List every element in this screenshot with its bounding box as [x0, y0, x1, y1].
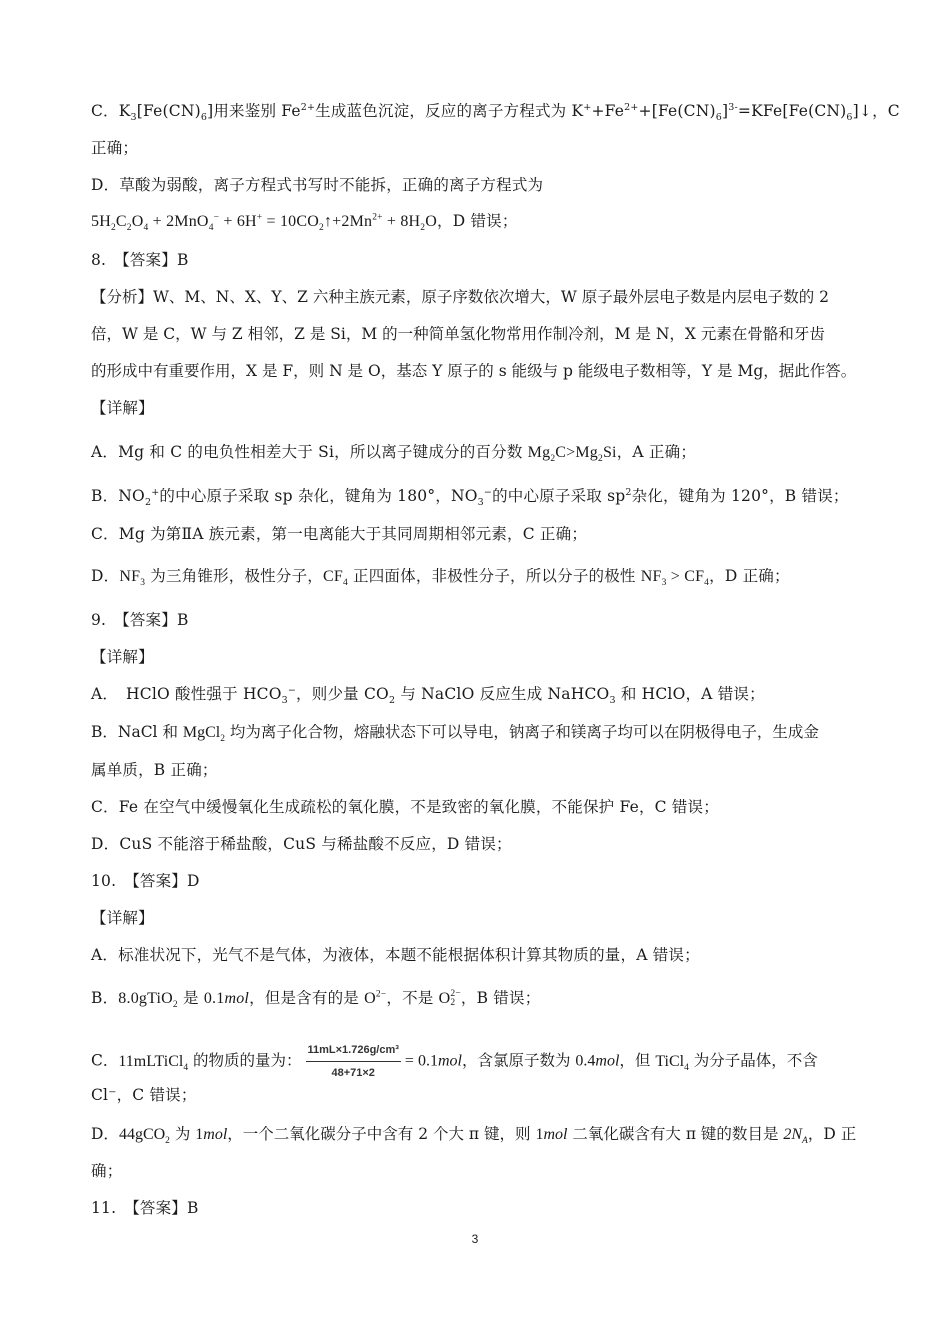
detail-heading-9: 【详解】	[91, 648, 154, 666]
line-7c: C．$K_3[Fe(CN)_6]$用来鉴别 $Fe^{2+}$生成蓝色沉淀，反应的离子方程式为 $K^++Fe^{2+}+[Fe(CN)_6]^{3-}=KFe[Fe(CN)_6]↓$，C	[91, 101, 900, 124]
equation-oxalic: $5H_2C_2O_4 + 2MnO_4^- + 6H^+$ = $10CO_2↑+2Mn^{2+} + 8H_2O$，D 错误；	[91, 212, 518, 234]
line-9d: D．CuS 不能溶于稀盐酸，CuS 与稀盐酸不反应，D 错误；	[91, 835, 512, 853]
line-8d: D．$NF_3$ 为三角锥形，极性分子，$CF_4$ 正四面体，非极性分子，所以分子的极性 $NF_3 > CF_4$，D 正确；	[91, 567, 790, 589]
line-9a: A． HClO 酸性强于 $HCO_3^-$，则少量 $CO_2$ 与 NaClO 反应生成 NaHCO$_3$ 和 HClO，A 错误；	[91, 684, 765, 707]
line-8b: B．$NO_2^+$的中心原子采取 sp 杂化，键角为 180°，$NO_3^-$的中心原子采取 $sp^2$杂化，键角为 120°，B 错误；	[91, 486, 849, 509]
detail-heading-10: 【详解】	[91, 909, 154, 927]
line-8a: A．Mg 和 C 的电负性相差大于 Si，所以离子键成分的百分数 $Mg_2C>Mg_2Si$，A 正确；	[91, 443, 697, 465]
line-8c: C．Mg 为第ⅡA 族元素，第一电离能大于其同周期相邻元素，C 正确；	[91, 525, 588, 543]
detail-heading-8: 【详解】	[91, 399, 154, 417]
analysis-8-line2: 倍，W 是 C，W 与 Z 相邻，Z 是 Si，M 的一种简单氢化物常用作制冷剂，M 是 N，X 元素在骨骼和牙齿	[91, 325, 825, 343]
page-number: 3	[471, 1232, 479, 1246]
line-10a: A．标准状况下，光气不是气体，为液体，本题不能根据体积计算其物质的量，A 错误；	[91, 946, 700, 964]
analysis-8-line1: 【分析】W、M、N、X、Y、Z 六种主族元素，原子序数依次增大，W 原子最外层电子数是内层电子数的 2	[91, 288, 829, 306]
answer-11: 11. 【答案】B	[91, 1199, 199, 1217]
answer-10: 10. 【答案】D	[91, 872, 200, 890]
line-10b: B．8.0gTiO$_2$ 是 0.1mol，但是含有的是 $O^{2-}$，不是 O 2− 2 ，B 错误；	[91, 989, 541, 1011]
fraction: $\frac{\text{11mL×1.726g/cm³}}{48+71\times 2}$	[306, 1040, 401, 1083]
line-10c: C．11mLTiCl$_4$ 的物质的量为： $\frac{\text{11mL×1.726g/cm³}}{48+71\times 2}$ = 0.1mol，含氯原子数为 0.4mol，但 TiCl$_4$ 为分子晶体，不含	[91, 1040, 818, 1083]
analysis-8-line3: 的形成中有重要作用，X 是 F，则 N 是 O，基态 Y 原子的 s 能级与 p 能级电子数相等，Y 是 Mg，据此作答。	[91, 362, 857, 380]
line-10d: D．44gCO$_2$ 为 1mol，一个二氧化碳分子中含有 2 个大 π 键，则 1mol 二氧化碳含有大 π 键的数目是 $2N_A$，D 正	[91, 1125, 857, 1147]
answer-9: 9. 【答案】B	[91, 611, 189, 629]
line-9c: C．Fe 在空气中缓慢氧化生成疏松的氧化膜，不是致密的氧化膜，不能保护 Fe，C 错误；	[91, 798, 719, 816]
line-10d-cont: 确；	[91, 1162, 123, 1180]
answer-8: 8. 【答案】B	[91, 251, 189, 269]
line-7c-cont: 正确；	[91, 139, 139, 157]
line-10c-cont: Cl⁻，C 错误；	[91, 1086, 197, 1104]
line-9b-cont: 属单质，B 正确；	[91, 761, 218, 779]
line-7d: D．草酸为弱酸，离子方程式书写时不能拆，正确的离子方程式为	[91, 176, 544, 194]
line-9b: B．NaCl 和 MgCl$_2$ 均为离子化合物，熔融状态下可以导电，钠离子和镁离子均可以在阴极得电子，生成金	[91, 723, 819, 745]
